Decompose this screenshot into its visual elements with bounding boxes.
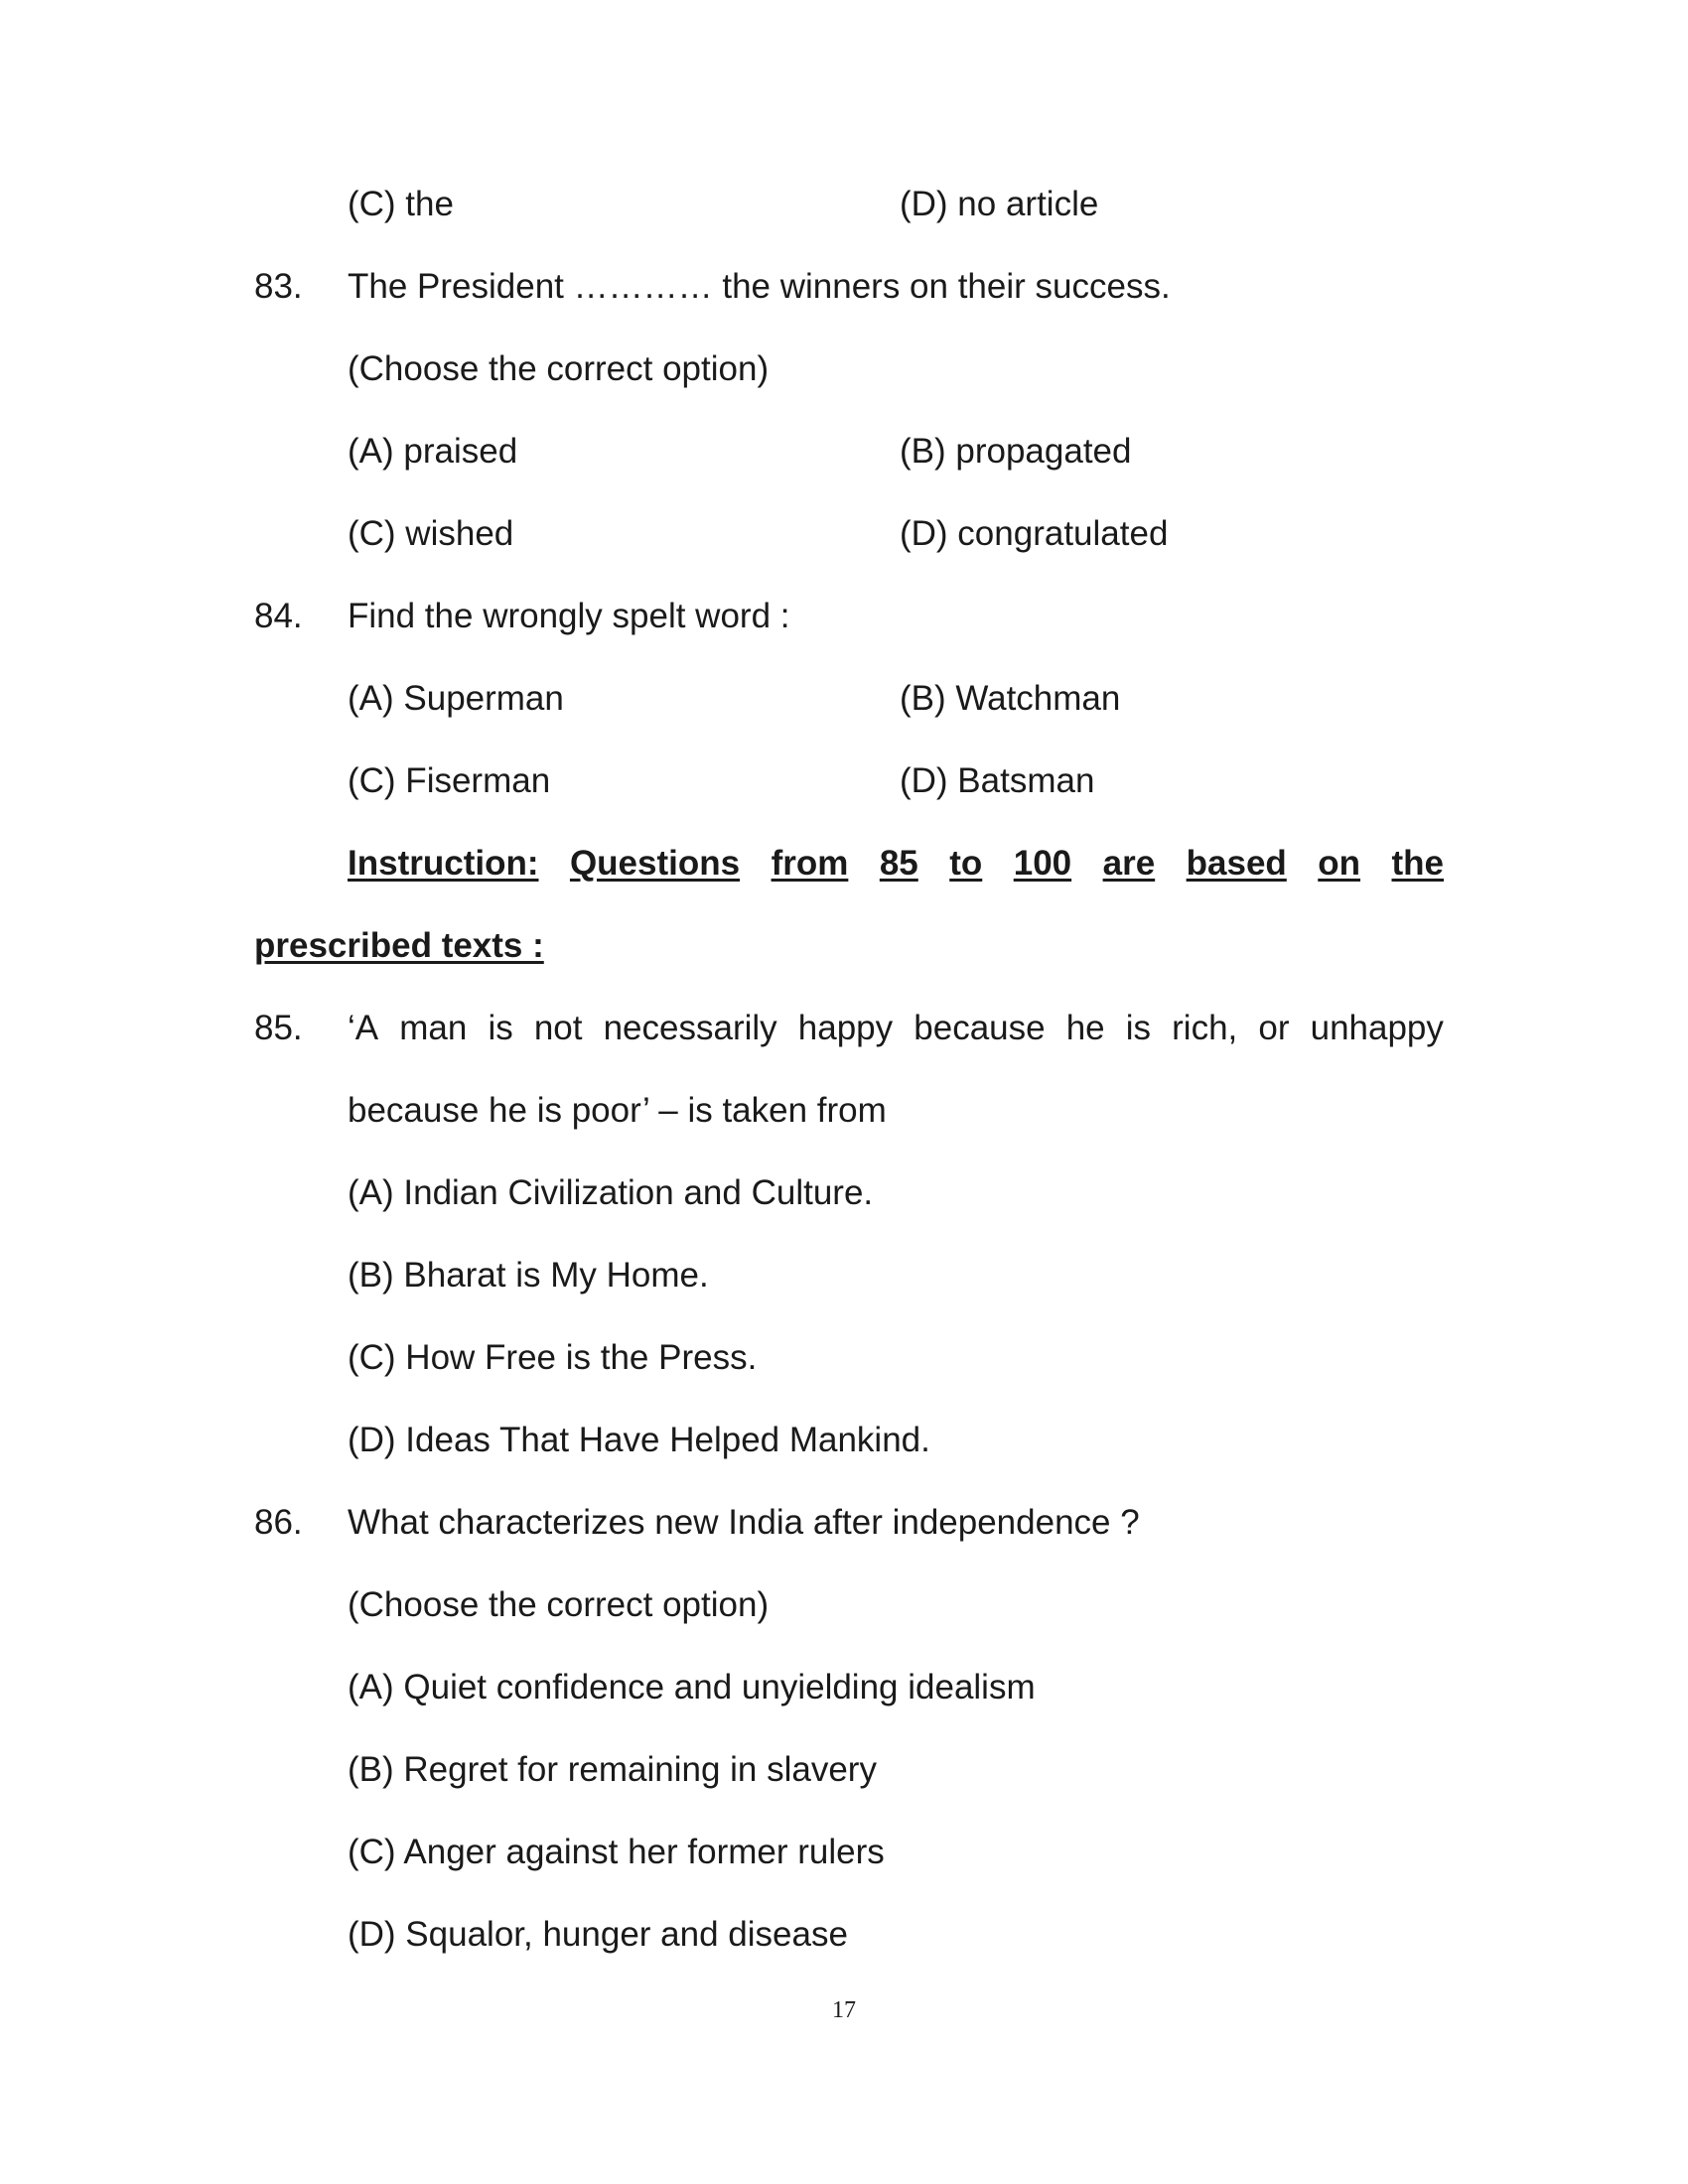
q85-option-d: (D) Ideas That Have Helped Mankind.	[348, 1421, 930, 1459]
q85-word: necessarily	[603, 1009, 777, 1047]
q85-word: or	[1258, 1009, 1290, 1047]
instruction-word: Instruction:	[348, 844, 539, 883]
q85-word: is	[1125, 1009, 1152, 1047]
q86-option-d: (D) Squalor, hunger and disease	[348, 1915, 848, 1954]
q86-option-b: (B) Regret for remaining in slavery	[348, 1750, 877, 1789]
q85-word: ‘A	[348, 1009, 379, 1047]
q84-text: Find the wrongly spelt word :	[348, 597, 790, 635]
instruction-line-2: prescribed texts :	[254, 926, 544, 965]
q82-option-d: (D) no article	[900, 185, 1099, 223]
q84-option-b: (B) Watchman	[900, 679, 1121, 718]
q84-option-c: (C) Fiserman	[348, 761, 551, 800]
instruction-word: Questions	[569, 844, 741, 883]
q85-word: unhappy	[1310, 1009, 1444, 1047]
q84-number: 84.	[254, 597, 303, 635]
q85-number: 85.	[254, 1009, 303, 1047]
q83-option-c: (C) wished	[348, 514, 514, 553]
q83-option-a: (A) praised	[348, 432, 518, 471]
q85-word: is	[488, 1009, 513, 1047]
q86-option-a: (A) Quiet confidence and unyielding idealism	[348, 1668, 1036, 1706]
q85-word: because	[914, 1009, 1046, 1047]
instruction-word: the	[1391, 844, 1444, 883]
instruction-line-1	[348, 842, 1444, 886]
q82-option-c: (C) the	[348, 185, 454, 223]
q85-word: rich,	[1172, 1009, 1238, 1047]
q85-option-c: (C) How Free is the Press.	[348, 1338, 758, 1377]
q86-hint: (Choose the correct option)	[348, 1585, 770, 1624]
q85-word: man	[399, 1009, 468, 1047]
q85-word: he	[1065, 1009, 1105, 1047]
q84-option-d: (D) Batsman	[900, 761, 1095, 800]
q86-option-c: (C) Anger against her former rulers	[348, 1833, 885, 1871]
instruction-word: based	[1186, 844, 1287, 883]
instruction-word: 100	[1013, 844, 1072, 883]
q84-option-a: (A) Superman	[348, 679, 564, 718]
q83-option-d: (D) congratulated	[900, 514, 1169, 553]
q85-text-line-1	[348, 1007, 1444, 1050]
instruction-word: from	[771, 844, 849, 883]
instruction-word: on	[1318, 844, 1361, 883]
page-number: 17	[832, 1997, 856, 2023]
q83-option-b: (B) propagated	[900, 432, 1132, 471]
instruction-word: are	[1102, 844, 1156, 883]
instruction-word: 85	[879, 844, 918, 883]
q85-word: not	[533, 1009, 583, 1047]
q86-number: 86.	[254, 1503, 303, 1542]
q83-text: The President ………… the winners on their success.	[348, 267, 1171, 306]
q85-option-b: (B) Bharat is My Home.	[348, 1256, 709, 1295]
q83-hint: (Choose the correct option)	[348, 349, 770, 388]
q85-text-line-2: because he is poor’ – is taken from	[348, 1091, 887, 1130]
q85-option-a: (A) Indian Civilization and Culture.	[348, 1173, 874, 1212]
instruction-word: to	[949, 844, 983, 883]
q85-word: happy	[797, 1009, 894, 1047]
q83-number: 83.	[254, 267, 303, 306]
q86-text: What characterizes new India after independence ?	[348, 1503, 1140, 1542]
